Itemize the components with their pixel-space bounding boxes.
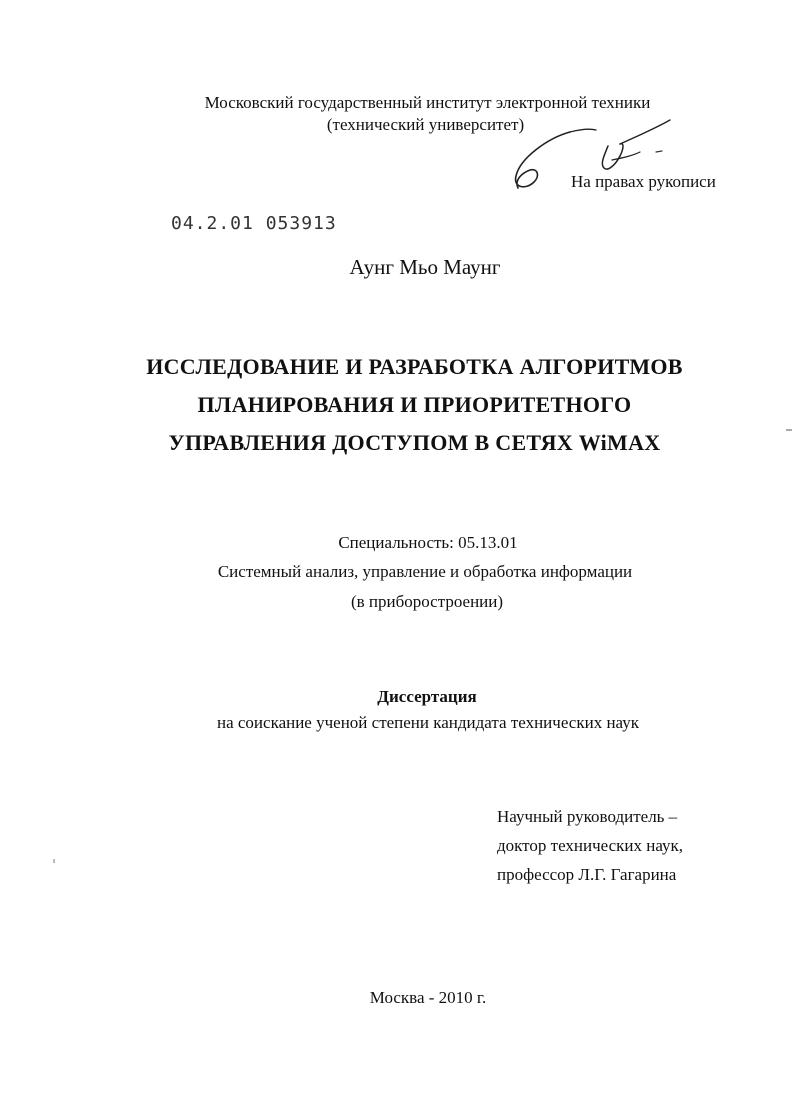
registration-stamp: 04.2.01 053913 <box>171 213 337 234</box>
supervisor-line: профессор Л.Г. Гагарина <box>497 865 677 884</box>
supervisor-line: доктор технических наук, <box>497 836 684 855</box>
specialty-name: Системный анализ, управление и обработка информации <box>217 562 633 581</box>
city-year: Москва - 2010 г. <box>369 988 487 1007</box>
author-name: Аунг Мьо Маунг <box>349 255 501 279</box>
scan-speck <box>52 858 56 864</box>
specialty-code: Специальность: 05.13.01 <box>338 533 518 552</box>
dissertation-heading: Диссертация <box>377 687 477 706</box>
title-line: ИССЛЕДОВАНИЕ И РАЗРАБОТКА АЛГОРИТМОВ <box>146 354 683 379</box>
institute-name: Московский государственный институт электронной техники <box>204 93 651 112</box>
specialty-qualifier: (в приборостроении) <box>350 592 504 611</box>
supervisor-line: Научный руководитель – <box>497 807 678 826</box>
title-line: УПРАВЛЕНИЯ ДОСТУПОМ В СЕТЯХ WiMAX <box>168 430 661 455</box>
institute-subtitle: (технический университет) <box>326 115 525 134</box>
rights-note: На правах рукописи <box>571 172 716 191</box>
title-line: ПЛАНИРОВАНИЯ И ПРИОРИТЕТНОГО <box>197 392 632 417</box>
dissertation-purpose: на соискание ученой степени кандидата технических наук <box>216 713 639 732</box>
scan-speck <box>785 428 793 432</box>
